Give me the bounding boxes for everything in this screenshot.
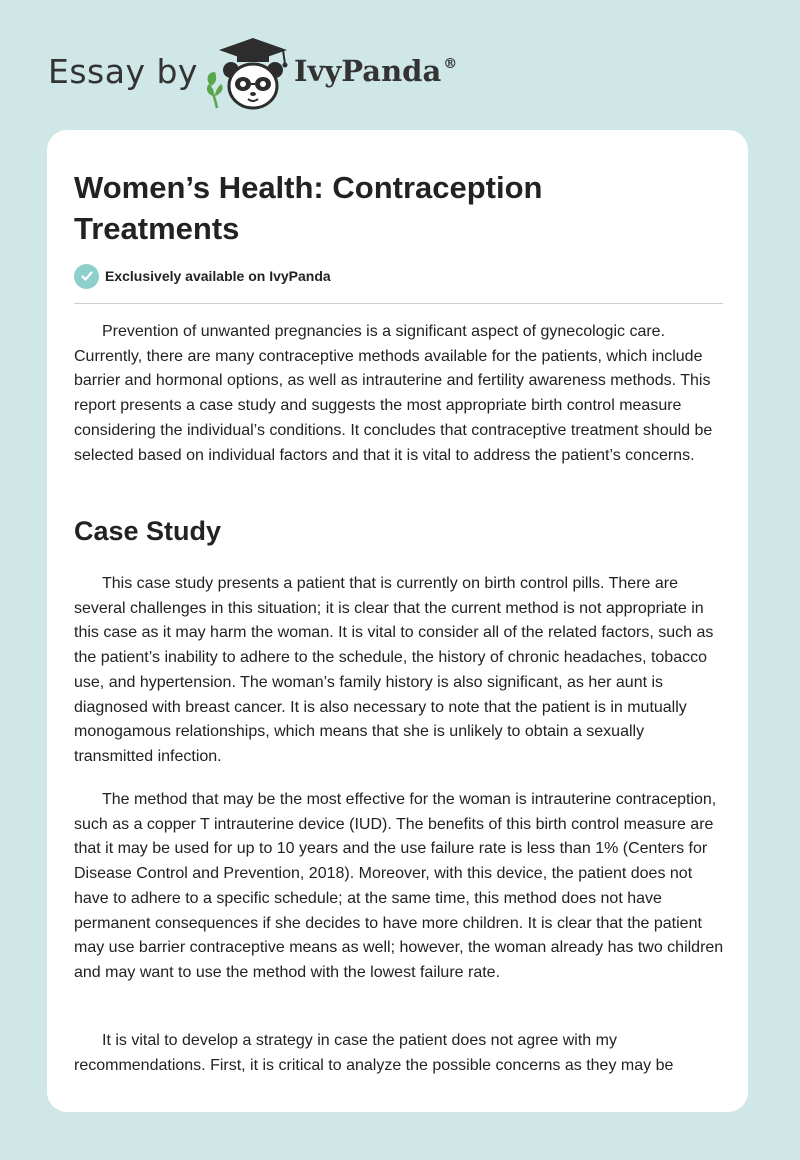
section-heading: Case Study	[74, 516, 222, 546]
intro-paragraph: Prevention of unwanted pregnancies is a significant aspect of gynecologic care. Currently, there are many contraceptive methods available for the patients, which include barrier and hormonal options, as well as intrauterine and fertility awareness methods. This report presents a case study and suggests the most appropriate birth control measure considering the individual’s conditions. It concludes that contraceptive treatment should be selected based on individual factors and that it is vital to address the patient’s concerns.	[74, 323, 713, 464]
divider	[74, 303, 723, 304]
site-header	[48, 34, 508, 114]
panda-graduate-icon[interactable]	[203, 34, 303, 114]
body-paragraph: This case study presents a patient that is currently on birth control pills. There are several challenges in this situation; it is clear that the current method is not appropriate in this case as it may harm the woman. It is vital to consider all of the related factors, such as the patient’s inability to adhere to the schedule, the history of chronic headaches, tobacco use, and hypertension. The woman’s family history is also significant, as her aunt is diagnosed with breast cancer. It is also necessary to note that the patient is in mutually monogamous relationships, which means that she is unlikely to obtain a sexually transmitted infection.	[74, 575, 714, 765]
brand-name[interactable]	[294, 54, 457, 88]
check-circle-icon	[74, 264, 99, 289]
essay-card	[47, 130, 748, 1112]
essay-by-label: Essay by	[48, 52, 198, 91]
ivy-leaf-icon	[207, 72, 223, 108]
registered-mark: ®	[443, 56, 458, 72]
essay-title: Women’s Health: Contraception Treatments	[74, 170, 543, 246]
brand-text: IvyPanda	[294, 54, 442, 88]
exclusive-badge	[74, 263, 331, 289]
body-paragraph: It is vital to develop a strategy in case the patient does not agree with my recommendations. First, it is critical to analyze the possible concerns as they may be	[74, 1032, 674, 1074]
body-paragraph: The method that may be the most effective for the woman is intrauterine contraception, such as a copper T intrauterine device (IUD). The benefits of this birth control measure are that it may be used for up to 10 years and the use failure rate is less than 1% (Centers for Disease Control and Prevention, 2018). Moreover, with this device, the patient does not have to adhere to a specific schedule; at the same time, this method does not have permanent consequences if she decides to have more children. It is clear that the patient may use barrier contraceptive means as well; however, the woman already has two children and may want to use the method with the lowest failure rate.	[74, 791, 724, 981]
exclusive-label: Exclusively available on IvyPanda	[105, 268, 331, 284]
